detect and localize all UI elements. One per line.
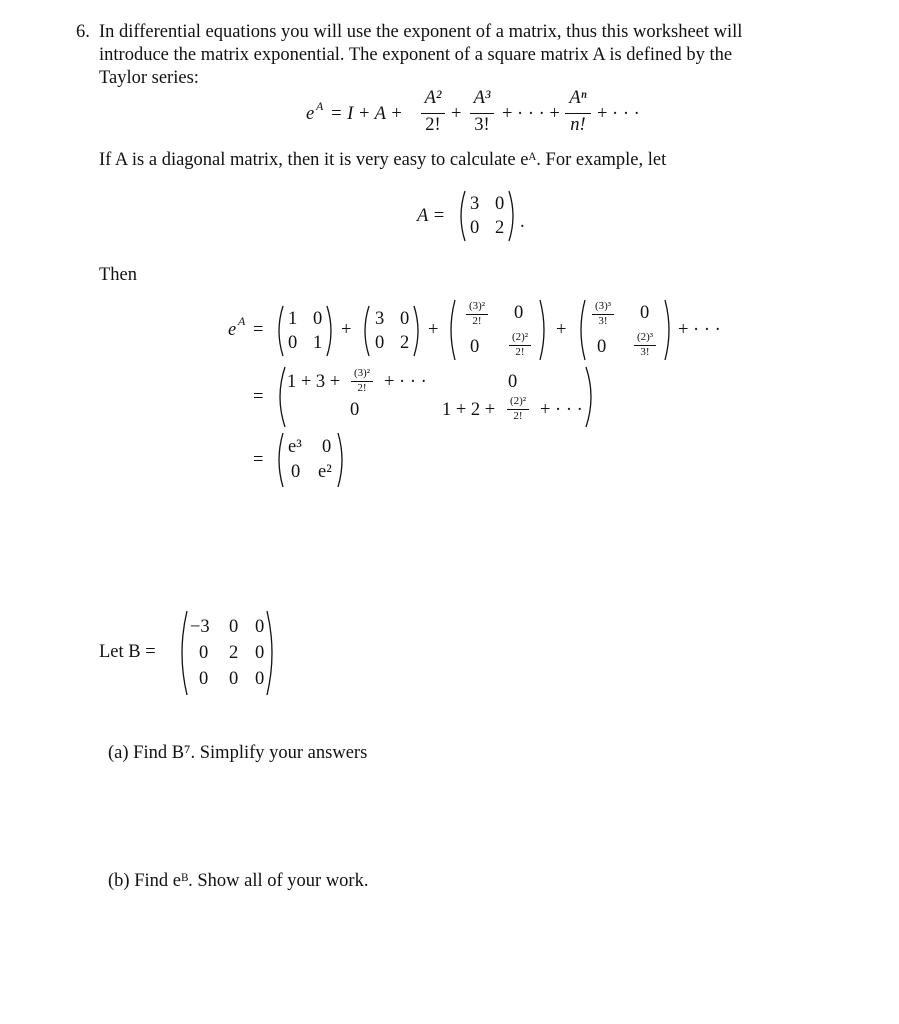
left-paren — [275, 366, 287, 428]
matrix-entry: 0 — [375, 333, 385, 353]
expansion-lhs-sup: A — [238, 314, 246, 328]
left-paren — [577, 299, 587, 361]
equals-sign: = — [253, 320, 264, 340]
matrix-A-end: . — [520, 212, 525, 232]
taylor-eq-start: = I + A + — [330, 104, 403, 124]
expansion-tail: + · · · — [678, 320, 721, 340]
left-paren — [275, 432, 285, 488]
matrix-entry: 0 — [597, 337, 607, 357]
intro-line-2: introduce the matrix exponential. The exponent of a square matrix A is defined by the — [99, 45, 733, 65]
matrix-entry: −3 — [190, 617, 210, 637]
row2-bottom-right-a: 1 + 2 + — [442, 400, 496, 420]
matrix-entry: 0 — [470, 337, 480, 357]
matrix-entry: 0 — [255, 669, 265, 689]
then-label: Then — [99, 265, 138, 285]
plus-sign: + — [428, 320, 439, 340]
matrix-entry: 0 — [255, 643, 265, 663]
left-paren — [275, 305, 285, 357]
left-paren — [177, 610, 189, 696]
matrix-entry: e² — [318, 462, 332, 482]
matrix-entry: 2 — [229, 643, 239, 663]
frac-den: 2! — [515, 346, 525, 358]
plus-sign: + — [341, 320, 352, 340]
fraction-bar — [565, 113, 591, 114]
plus-sign: + — [556, 320, 567, 340]
frac-den: 2! — [357, 382, 367, 394]
right-paren — [412, 305, 422, 357]
matrix-entry: e³ — [288, 437, 302, 457]
taylor-mid: + · · · + — [502, 104, 560, 124]
taylor-tn-den: n! — [570, 115, 586, 135]
frac-num: (3)² — [353, 367, 371, 379]
taylor-lhs: e — [306, 104, 315, 124]
right-paren — [265, 610, 277, 696]
right-paren — [663, 299, 673, 361]
frac-den: 2! — [513, 410, 523, 422]
matrix-entry: 0 — [495, 194, 505, 214]
matrix-entry: 1 — [313, 333, 323, 353]
intro-line-1: In differential equations you will use the exponent of a matrix, thus this worksheet will — [99, 22, 743, 42]
right-paren — [336, 432, 346, 488]
matrix-entry: 1 — [288, 309, 298, 329]
matrix-entry: 0 — [400, 309, 410, 329]
equals-sign: = — [253, 387, 264, 407]
left-paren — [457, 190, 467, 242]
row2-top-left-tail: + · · · — [384, 372, 427, 392]
fraction-bar — [470, 113, 494, 114]
row2-bottom-right-tail: + · · · — [540, 400, 583, 420]
expansion-lhs: e — [228, 320, 237, 340]
matrix-entry: 0 — [199, 643, 209, 663]
frac-num: (3)³ — [594, 300, 612, 312]
matrix-entry: 0 — [291, 462, 301, 482]
frac-den: 3! — [640, 346, 650, 358]
matrix-B-label: Let B = — [99, 642, 156, 662]
right-paren — [584, 366, 596, 428]
matrix-entry: 0 — [288, 333, 298, 353]
taylor-t3-den: 3! — [474, 115, 490, 135]
right-paren — [325, 305, 335, 357]
frac-num: (3)² — [468, 300, 486, 312]
frac-num: (2)² — [511, 331, 529, 343]
taylor-t2-num: A² — [424, 88, 442, 108]
row2-bottom-left: 0 — [350, 400, 360, 420]
taylor-tail: + · · · — [597, 104, 640, 124]
matrix-entry: 0 — [313, 309, 323, 329]
problem-number: 6. — [76, 22, 90, 42]
matrix-entry: 0 — [229, 617, 239, 637]
taylor-lhs-sup: A — [316, 99, 324, 113]
taylor-t2-den: 2! — [425, 115, 441, 135]
part-b: (b) Find eᴮ. Show all of your work. — [108, 871, 369, 891]
matrix-entry: 0 — [229, 669, 239, 689]
left-paren — [361, 305, 371, 357]
frac-num: (2)³ — [636, 331, 654, 343]
left-paren — [447, 299, 457, 361]
row2-top-left-a: 1 + 3 + — [287, 372, 341, 392]
matrix-A-label: A = — [417, 206, 446, 226]
matrix-entry: 0 — [322, 437, 332, 457]
frac-den: 3! — [598, 315, 608, 327]
part-a: (a) Find B⁷. Simplify your answers — [108, 743, 368, 763]
right-paren — [538, 299, 548, 361]
matrix-entry: 0 — [470, 218, 480, 238]
row2-top-right: 0 — [508, 372, 518, 392]
matrix-entry: 3 — [470, 194, 480, 214]
taylor-t3-num: A³ — [473, 88, 491, 108]
right-paren — [507, 190, 517, 242]
matrix-entry: 0 — [514, 303, 524, 323]
matrix-entry: 0 — [199, 669, 209, 689]
frac-den: 2! — [472, 315, 482, 327]
taylor-tn-num: Aⁿ — [569, 88, 587, 108]
matrix-entry: 3 — [375, 309, 385, 329]
taylor-plus: + — [451, 104, 462, 124]
intro-line-3: Taylor series: — [99, 68, 199, 88]
matrix-entry: 0 — [640, 303, 650, 323]
equals-sign: = — [253, 450, 264, 470]
fraction-bar — [421, 113, 445, 114]
frac-num: (2)² — [509, 395, 527, 407]
matrix-entry: 2 — [400, 333, 410, 353]
matrix-entry: 0 — [255, 617, 265, 637]
matrix-entry: 2 — [495, 218, 505, 238]
diag-sentence: If A is a diagonal matrix, then it is very easy to calculate eᴬ. For example, let — [99, 150, 667, 170]
